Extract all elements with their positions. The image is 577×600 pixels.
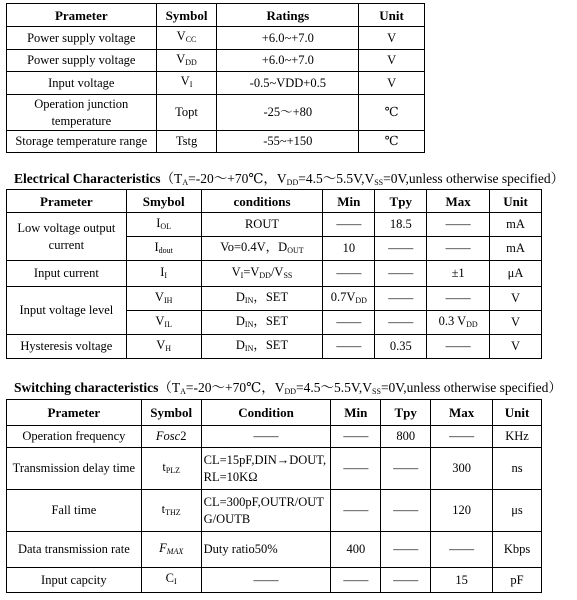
min-cell: ——	[331, 568, 381, 593]
max-cell: 300	[431, 448, 493, 490]
col-header: Min	[331, 400, 381, 426]
switching-conditions: （$T_A=-20\sim+70℃$，$V_{DD}=4.5\sim 5.5V,V_{SS}=0V,unless$ otherwise specified）	[158, 380, 562, 396]
symbol-cell: $t_{THZ}$	[141, 490, 201, 532]
max-cell: ——	[427, 213, 490, 237]
condition-cell: CL=300pF,OUTR/OUTG/OUTB	[201, 490, 331, 532]
electrical-heading	[14, 167, 564, 187]
rating-cell: +6.0~+7.0	[217, 27, 359, 50]
param-cell: Power supply voltage	[7, 27, 157, 50]
table-row	[7, 131, 425, 153]
col-header: Tpy	[375, 190, 427, 213]
condition-cell: $D_{IN}$，SET	[201, 335, 323, 359]
param-cell: Input current	[7, 261, 127, 287]
typ-cell: ——	[375, 311, 427, 335]
col-header: Unit	[490, 190, 542, 213]
rating-cell: -55~+150	[217, 131, 359, 153]
min-cell: $0.7V_{DD}$	[323, 287, 375, 311]
table-row	[7, 95, 425, 131]
unit-cell: μs	[493, 490, 542, 532]
max-cell: ——	[427, 237, 490, 261]
unit-cell: KHz	[493, 426, 542, 448]
typ-cell: ——	[381, 532, 431, 568]
typ-cell: ——	[381, 568, 431, 593]
max-cell: ——	[427, 287, 490, 311]
min-cell: ——	[323, 213, 375, 237]
typ-cell: 0.35	[375, 335, 427, 359]
table-row	[7, 532, 542, 568]
symbol-cell: $V_{IL}$	[126, 311, 201, 335]
col-header: Prameter	[7, 190, 127, 213]
max-cell: 0.3 $V_{DD}$	[427, 311, 490, 335]
switching-heading	[14, 376, 562, 396]
symbol-cell: $I_{dout}$	[126, 237, 201, 261]
condition-cell: ——	[201, 426, 331, 448]
condition-cell: ——	[201, 568, 331, 593]
col-header: Tpy	[381, 400, 431, 426]
unit-cell: V	[490, 311, 542, 335]
unit-cell: pF	[493, 568, 542, 593]
typ-cell: 800	[381, 426, 431, 448]
table-row	[7, 426, 542, 448]
electrical-table	[6, 189, 542, 359]
unit-cell: μA	[490, 261, 542, 287]
max-cell: ±1	[427, 261, 490, 287]
table-row	[7, 287, 542, 311]
col-header: Ratings	[217, 4, 359, 27]
unit-cell: ℃	[359, 95, 425, 131]
param-cell: Input voltage level	[7, 287, 127, 335]
min-cell: ——	[323, 261, 375, 287]
max-cell: ——	[431, 426, 493, 448]
min-cell: ——	[331, 490, 381, 532]
symbol-cell: $I_{OL}$	[126, 213, 201, 237]
col-header: Max	[427, 190, 490, 213]
min-cell: ——	[323, 335, 375, 359]
symbol-cell: $V_{DD}$	[156, 50, 217, 72]
col-header: Symbol	[141, 400, 201, 426]
param-cell: Operation junction temperature	[7, 95, 157, 131]
col-header: Condition	[201, 400, 331, 426]
param-cell: Fall time	[7, 490, 142, 532]
param-cell: Input capcity	[7, 568, 142, 593]
symbol-cell: Tstg	[156, 131, 217, 153]
table-row	[7, 72, 425, 95]
param-cell: Hysteresis voltage	[7, 335, 127, 359]
symbol-cell: $V_I$	[156, 72, 217, 95]
min-cell: ——	[323, 311, 375, 335]
table-row	[7, 335, 542, 359]
absolute-ratings-table	[6, 3, 425, 153]
unit-cell: V	[490, 335, 542, 359]
rating-cell: +6.0~+7.0	[217, 50, 359, 72]
unit-cell: mA	[490, 213, 542, 237]
typ-cell: ——	[375, 237, 427, 261]
condition-cell: Vo=0.4V，$D_{OUT}$	[201, 237, 323, 261]
max-cell: ——	[431, 532, 493, 568]
symbol-cell: $t_{PLZ}$	[141, 448, 201, 490]
unit-cell: V	[359, 27, 425, 50]
symbol-cell: $V_H$	[126, 335, 201, 359]
min-cell: ——	[331, 448, 381, 490]
unit-cell: V	[490, 287, 542, 311]
typ-cell: 18.5	[375, 213, 427, 237]
condition-cell: $D_{IN}$，SET	[201, 311, 323, 335]
symbol-cell: $F_{MAX}$	[141, 532, 201, 568]
col-header: Min	[323, 190, 375, 213]
max-cell: ——	[427, 335, 490, 359]
unit-cell: V	[359, 72, 425, 95]
rating-cell: -25～+80	[217, 95, 359, 131]
symbol-cell: $C_I$	[141, 568, 201, 593]
unit-cell: ns	[493, 448, 542, 490]
table-header-row	[7, 190, 542, 213]
param-cell: Transmission delay time	[7, 448, 142, 490]
col-header: Max	[431, 400, 493, 426]
table-row	[7, 448, 542, 490]
rating-cell: -0.5~VDD+0.5	[217, 72, 359, 95]
condition-cell: $D_{IN}$，SET	[201, 287, 323, 311]
symbol-cell: Topt	[156, 95, 217, 131]
table-header-row	[7, 4, 425, 27]
symbol-cell: $V_{IH}$	[126, 287, 201, 311]
col-header: Unit	[493, 400, 542, 426]
col-header: Prameter	[7, 4, 157, 27]
col-header: Unit	[359, 4, 425, 27]
typ-cell: ——	[381, 490, 431, 532]
typ-cell: ——	[375, 287, 427, 311]
param-cell: Input voltage	[7, 72, 157, 95]
max-cell: 15	[431, 568, 493, 593]
table-row	[7, 213, 542, 237]
table-row	[7, 568, 542, 593]
symbol-cell: $I_I$	[126, 261, 201, 287]
symbol-cell: $V_{CC}$	[156, 27, 217, 50]
condition-cell: $V_I=V_{DD}/V_{SS}$	[201, 261, 323, 287]
typ-cell: ——	[375, 261, 427, 287]
switching-title: Switching characteristics	[14, 380, 159, 395]
col-header: Prameter	[7, 400, 142, 426]
unit-cell: V	[359, 50, 425, 72]
unit-cell: Kbps	[493, 532, 542, 568]
param-cell: Operation frequency	[7, 426, 142, 448]
electrical-title: Electrical Characteristics	[14, 171, 161, 186]
symbol-cell: Fosc2	[141, 426, 201, 448]
col-header: conditions	[201, 190, 323, 213]
min-cell: 400	[331, 532, 381, 568]
min-cell: 10	[323, 237, 375, 261]
electrical-conditions: （$T_A=-20\sim+70℃$，$V_{DD}=4.5\sim 5.5V,V_{SS}=0V,unless$ otherwise specified）	[160, 171, 565, 187]
param-cell: Data transmission rate	[7, 532, 142, 568]
param-cell: Power supply voltage	[7, 50, 157, 72]
table-row	[7, 50, 425, 72]
condition-cell: ROUT	[201, 213, 323, 237]
min-cell: ——	[331, 426, 381, 448]
max-cell: 120	[431, 490, 493, 532]
table-row	[7, 261, 542, 287]
unit-cell: mA	[490, 237, 542, 261]
typ-cell: ——	[381, 448, 431, 490]
col-header: Smybol	[126, 190, 201, 213]
table-row	[7, 490, 542, 532]
col-header: Symbol	[156, 4, 217, 27]
table-header-row	[7, 400, 542, 426]
param-cell: Storage temperature range	[7, 131, 157, 153]
condition-cell: Duty ratio50%	[201, 532, 331, 568]
unit-cell: ℃	[359, 131, 425, 153]
table-row	[7, 27, 425, 50]
switching-table	[6, 399, 542, 593]
param-cell: Low voltage output current	[7, 213, 127, 261]
condition-cell: CL=15pF,DIN→DOUT,RL=10KΩ	[201, 448, 331, 490]
